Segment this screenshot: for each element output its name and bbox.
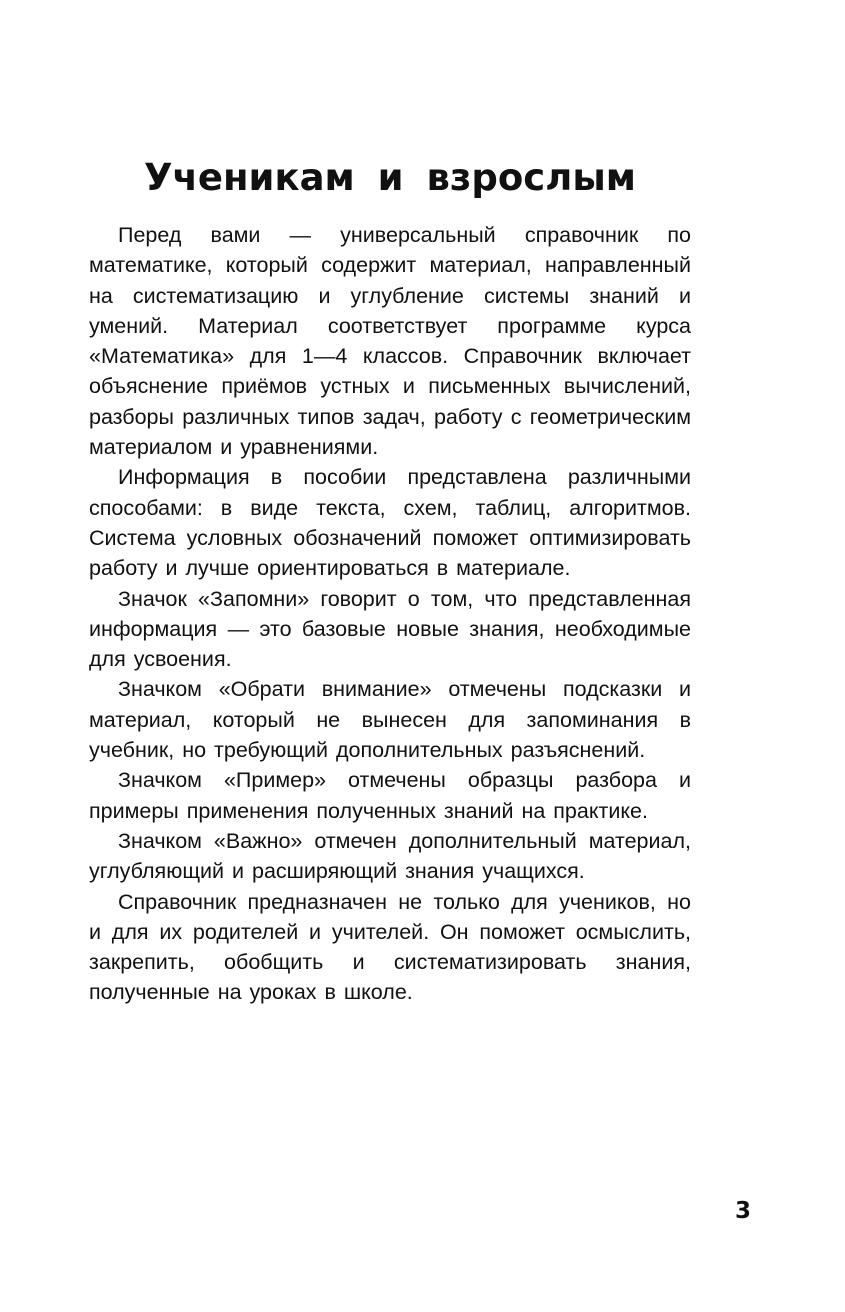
paragraph-intro: Перед вами — универсальный справочник по математике, который содержит материал, направленный на систематизацию и углубление системы знаний и умений. Материал соответствует программе курса «Математика» для 1—4 классов. Справочник включает объяснение приёмов устных и письменных вычислений, разборы различных типов задач, работу с геометрическим материалом и уравнениями. xyxy=(89,223,691,460)
paragraph-remember-icon: Значок «Запомни» говорит о том, что представленная информация — это базовые новые знания, необходимые для усвоения. xyxy=(89,586,691,672)
page-title: Ученикам и взрослым xyxy=(143,156,637,199)
paragraph-purpose: Справочник предназначен не только для учеников, но и для их родителей и учителей. Он поможет осмыслить, закрепить, обобщить и систематизировать знания, полученные на уроках в школе. xyxy=(89,889,691,1005)
paragraph-information: Информация в пособии представлена различными способами: в виде текста, схем, таблиц, алгоритмов. Система условных обозначений поможет оптимизировать работу и лучше ориентироваться в материале. xyxy=(89,465,691,581)
paragraph-important-icon: Значком «Важно» отмечен дополнительный материал, углубляющий и расширяющий знания учащихся. xyxy=(89,828,691,884)
body-text xyxy=(89,220,691,1008)
page-number: 3 xyxy=(735,1198,752,1224)
paragraph-example-icon: Значком «Пример» отмечены образцы разбора и примеры применения полученных знаний на практике. xyxy=(89,768,691,823)
paragraph-attention-icon: Значком «Обрати внимание» отмечены подсказки и материал, который не вынесен для запоминания в учебник, но требующий дополнительных разъяснений. xyxy=(89,677,691,763)
